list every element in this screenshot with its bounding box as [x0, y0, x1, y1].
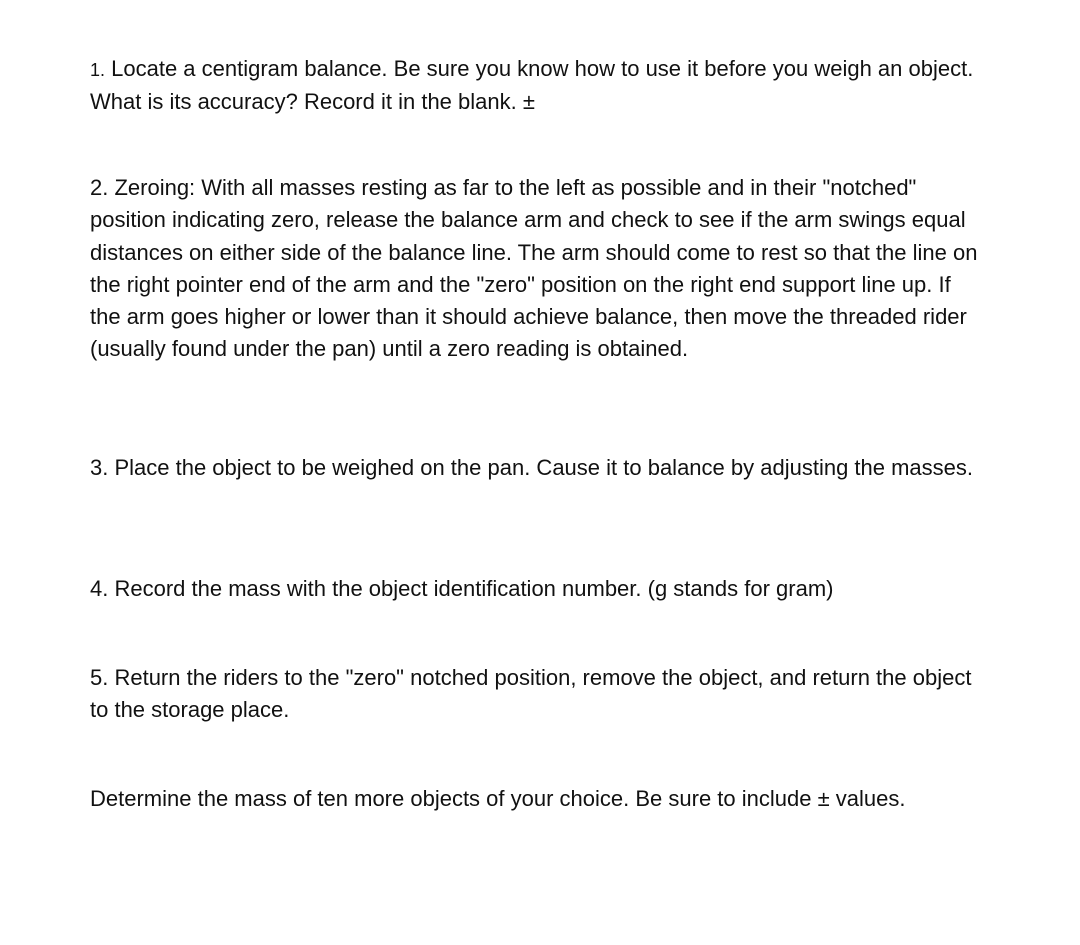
closing-instruction: Determine the mass of ten more objects of your choice. Be sure to include ± values. [90, 786, 906, 811]
instruction-step-3: 3. Place the object to be weighed on the pan. Cause it to balance by adjusting the masses. [90, 455, 974, 480]
instruction-step-4: 4. Record the mass with the object identification number. (g stands for gram) [90, 576, 834, 601]
step-1-text: Locate a centigram balance. Be sure you know how to use it before you weigh an object. What is its accuracy? Record it in the blank. ± [90, 56, 974, 115]
instruction-step-5: 5. Return the riders to the "zero" notched position, remove the object, and return the object to the storage place. [90, 665, 972, 723]
instruction-step-1 [90, 53, 980, 119]
step-1-number: 1. [90, 60, 106, 80]
instruction-step-2: 2. Zeroing: With all masses resting as far to the left as possible and in their "notched" position indicating zero, release the balance arm and check to see if the arm swings equal distances on either side of the balance line. The arm should come to rest so that the line on the right pointer end of the arm and the "zero" position on the right end support line up. If the arm goes higher or lower than it should achieve balance, then move the threaded rider (usually found under the pan) until a zero reading is obtained. [90, 175, 978, 362]
